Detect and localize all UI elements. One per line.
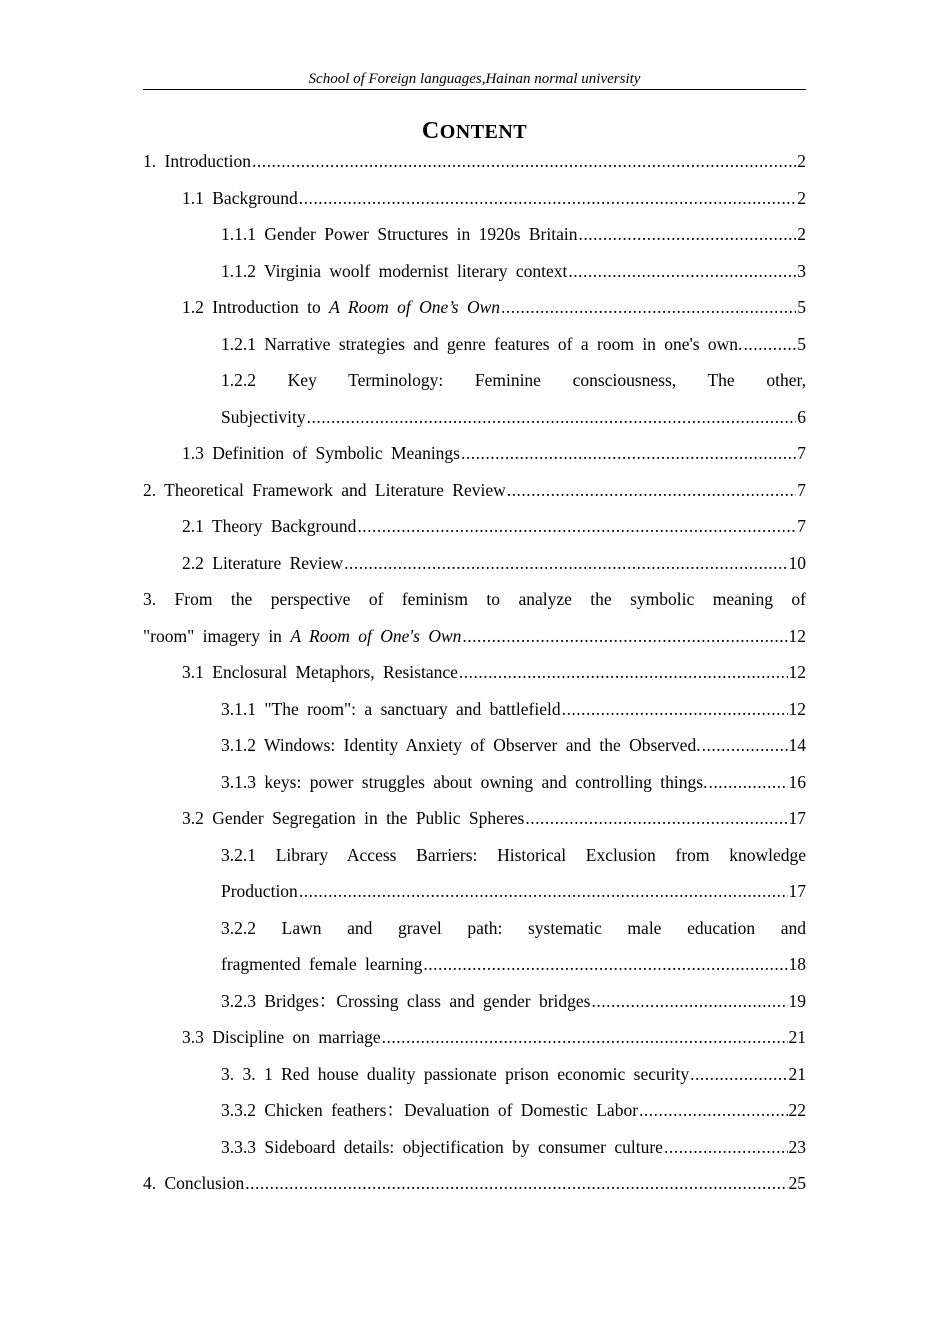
toc-page-number: 5 xyxy=(797,297,806,317)
toc-entry[interactable] xyxy=(143,1023,806,1060)
toc-entry-text xyxy=(143,622,461,650)
toc-page-number: 17 xyxy=(788,808,806,828)
dot-leader xyxy=(245,1169,787,1197)
dot-leader xyxy=(562,695,788,723)
toc-entry[interactable] xyxy=(143,476,806,513)
dot-leader xyxy=(252,147,796,175)
toc-entry[interactable] xyxy=(143,768,806,805)
toc-entry-text: 3.1.3 keys: power struggles about owning and controlling things. xyxy=(221,771,708,792)
book-title: A Room of One's Own xyxy=(290,625,462,646)
dot-leader xyxy=(702,731,788,759)
toc-entry-text: 2.2 Literature Review xyxy=(182,552,344,573)
toc-entry[interactable] xyxy=(143,549,806,586)
toc-entry[interactable] xyxy=(143,658,806,695)
toc-entry[interactable] xyxy=(143,512,806,549)
toc-entry-text: 3.3 Discipline on marriage xyxy=(182,1027,381,1047)
toc-entry[interactable] xyxy=(143,695,806,732)
toc-page-number: 2 xyxy=(797,187,806,208)
dot-leader xyxy=(578,220,796,248)
toc-entry[interactable] xyxy=(143,585,806,658)
toc-entry-text: Subjectivity xyxy=(221,406,306,427)
toc-entry-prefix: "room" imagery in xyxy=(143,625,291,646)
dot-leader xyxy=(423,950,787,978)
toc-entry[interactable] xyxy=(143,841,806,914)
toc-entry-text: 3. 3. 1 Red house duality passionate prison economic security xyxy=(221,1063,690,1084)
title-initial: C xyxy=(421,118,440,144)
toc-entry-text: 2. Theoretical Framework and Literature Review xyxy=(143,479,506,500)
toc-page-number: 23 xyxy=(788,1136,806,1157)
toc-entry[interactable] xyxy=(143,184,806,221)
toc-page-number: 17 xyxy=(788,881,806,901)
toc-page-number: 19 xyxy=(788,990,806,1011)
toc-entry-first-line: 3.2.2 Lawn and gravel path: systematic male education and xyxy=(221,917,806,938)
toc-entry[interactable] xyxy=(143,439,806,476)
running-header: School of Foreign languages,Hainan normal university xyxy=(143,70,806,90)
dot-leader xyxy=(462,622,787,650)
toc-entry-text: 1.1 Background xyxy=(182,187,298,208)
dot-leader xyxy=(299,184,796,212)
toc-entry-first-line: 1.2.2 Key Terminology: Feminine consciousness, The other, xyxy=(221,370,806,390)
toc-page-number: 14 xyxy=(788,735,806,755)
toc-entry[interactable] xyxy=(143,987,806,1024)
toc-entry-text: 1. Introduction xyxy=(143,151,252,171)
dot-leader xyxy=(664,1133,788,1161)
toc-page-number: 5 xyxy=(797,333,806,354)
toc-entry-text: 3.2 Gender Segregation in the Public Spheres xyxy=(182,808,525,828)
toc-entry[interactable] xyxy=(143,1133,806,1170)
toc-page-number: 18 xyxy=(788,954,806,974)
toc-entry[interactable] xyxy=(143,330,806,367)
dot-leader xyxy=(507,476,797,504)
dot-leader xyxy=(591,987,787,1015)
toc-page-number: 21 xyxy=(788,1027,806,1047)
toc-entry-text: 3.1.1 "The room": a sanctuary and battlefield xyxy=(221,698,561,719)
toc-page-number: 2 xyxy=(797,151,806,171)
toc-page-number: 22 xyxy=(788,1100,806,1120)
dot-leader xyxy=(299,877,788,905)
dot-leader xyxy=(501,293,796,321)
toc-entry[interactable] xyxy=(143,366,806,439)
toc-entry-text: 1.3 Definition of Symbolic Meanings xyxy=(182,443,460,463)
dot-leader xyxy=(525,804,787,832)
toc-entry-text: 3.3.2 Chicken feathers：Devaluation of Domestic Labor xyxy=(221,1100,639,1120)
dot-leader xyxy=(344,549,787,577)
toc-entry-first-line: 3. From the perspective of feminism to analyze the symbolic meaning of xyxy=(143,589,806,609)
dot-leader xyxy=(461,439,796,467)
toc-page-number: 3 xyxy=(797,260,806,281)
toc-entry-text xyxy=(182,293,500,321)
toc-entry-text: 3.2.3 Bridges：Crossing class and gender bridges xyxy=(221,990,591,1011)
toc-entry-text: 3.3.3 Sideboard details: objectification by consumer culture xyxy=(221,1136,663,1157)
toc-entry-text: fragmented female learning xyxy=(221,954,423,974)
toc-page-number: 21 xyxy=(788,1063,806,1084)
toc-entry-text: 1.1.2 Virginia woolf modernist literary context xyxy=(221,260,568,281)
toc-entry-prefix: 1.2 Introduction to xyxy=(182,297,330,317)
toc-entry-text: 4. Conclusion xyxy=(143,1173,245,1193)
toc-page-number: 12 xyxy=(788,662,806,682)
toc-page-number: 7 xyxy=(797,516,806,536)
dot-leader xyxy=(568,257,796,285)
toc-entry-first-line: 3.2.1 Library Access Barriers: Historical Exclusion from knowledge xyxy=(221,844,806,865)
toc-entry-text: 2.1 Theory Background xyxy=(182,516,357,536)
dot-leader xyxy=(690,1060,787,1088)
toc-page-number: 12 xyxy=(788,698,806,719)
table-of-contents xyxy=(143,147,806,1206)
dot-leader xyxy=(639,1096,787,1124)
toc-page-number: 7 xyxy=(797,443,806,463)
toc-entry[interactable] xyxy=(143,804,806,841)
toc-entry-text: Production xyxy=(221,881,298,901)
toc-page-number: 6 xyxy=(797,406,806,427)
dot-leader xyxy=(307,403,797,431)
dot-leader xyxy=(708,768,787,796)
toc-page-number: 12 xyxy=(788,625,806,646)
toc-entry[interactable] xyxy=(143,220,806,257)
toc-page-number: 2 xyxy=(797,224,806,244)
toc-entry[interactable] xyxy=(143,914,806,987)
dot-leader xyxy=(459,658,788,686)
toc-entry[interactable] xyxy=(143,731,806,768)
title-rest: ONTENT xyxy=(439,121,528,143)
toc-page-number: 7 xyxy=(797,479,806,500)
toc-entry[interactable] xyxy=(143,257,806,294)
toc-page-number: 10 xyxy=(788,552,806,573)
toc-entry[interactable] xyxy=(143,293,806,330)
book-title: A Room of One’s Own xyxy=(329,297,501,317)
toc-entry[interactable] xyxy=(143,1169,806,1206)
toc-entry-text: 1.1.1 Gender Power Structures in 1920s Britain xyxy=(221,224,578,244)
toc-entry-text: 3.1 Enclosural Metaphors, Resistance xyxy=(182,662,458,682)
toc-entry-text: 1.2.1 Narrative strategies and genre features of a room in one's own. xyxy=(221,333,743,354)
toc-page-number: 16 xyxy=(788,771,806,792)
dot-leader xyxy=(357,512,796,540)
toc-entry[interactable] xyxy=(143,1060,806,1097)
toc-page-number: 25 xyxy=(788,1173,806,1193)
page-title xyxy=(143,118,806,145)
toc-entry-text: 3.1.2 Windows: Identity Anxiety of Observer and the Observed. xyxy=(221,735,701,755)
toc-entry[interactable] xyxy=(143,1096,806,1133)
dot-leader xyxy=(382,1023,788,1051)
toc-entry[interactable] xyxy=(143,147,806,184)
dot-leader xyxy=(743,330,796,358)
